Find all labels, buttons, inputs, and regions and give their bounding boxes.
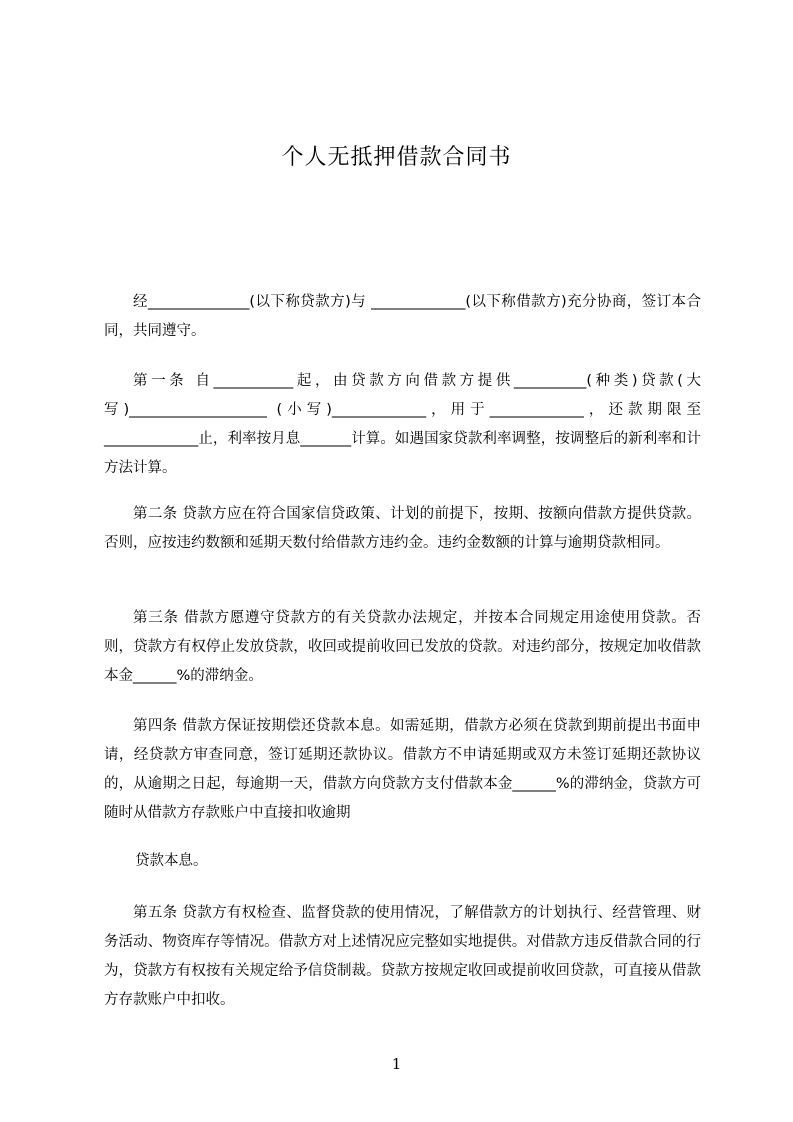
page-number: 1 <box>391 1055 402 1073</box>
paragraph-article-1: 第一条 自___________起，由贷款方向借款方提供__________(种类)贷款(大写)___________________ (小写)_____________，用于_____________，还款期限至_____________止，利率按月息_______计算。如遇国家贷款利率调整，按调整后的新利率和计方法计算。 <box>104 373 701 476</box>
paragraph-article-4-continued: 贷款本息。 <box>135 853 208 869</box>
paragraph-article-4: 第四条 借款方保证按期偿还贷款本息。如需延期，借款方必须在贷款到期前提出书面申请，经贷款方审查同意，签订延期还款协议。借款方不申请延期或双方未签订延期还款协议的，从逾期之日起，每逾期一天，借款方向贷款方支付借款本金______%的滞纳金，贷款方可随时从借款方存款账户中直接扣收逾期 <box>104 718 701 821</box>
paragraph-article-3: 第三条 借款方愿遵守贷款方的有关贷款办法规定，并按本合同规定用途使用贷款。否则，贷款方有权停止发放贷款，收回或提前收回已发放的贷款。对违约部分，按规定加收借款本金______%的滞纳金。 <box>104 610 701 684</box>
document-title: 个人无抵押借款合同书 <box>281 145 512 170</box>
paragraph-article-5: 第五条 贷款方有权检查、监督贷款的使用情况，了解借款方的计划执行、经营管理、财务活动、物资库存等情况。借款方对上述情况应完整如实地提供。对借款方违反借款合同的行为，贷款方有权按有关规定给予信贷制裁。贷款方按规定收回或提前收回贷款，可直接从借款方存款账户中扣收。 <box>104 905 701 1008</box>
paragraph-preamble: 经______________(以下称贷款方)与 _____________(以下称借款方)充分协商，签订本合同，共同遵守。 <box>104 294 701 339</box>
paragraph-article-2: 第二条 贷款方应在符合国家信贷政策、计划的前提下，按期、按额向借款方提供贷款。否则，应按违约数额和延期天数付给借款方违约金。违约金数额的计算与逾期贷款相同。 <box>104 506 701 551</box>
